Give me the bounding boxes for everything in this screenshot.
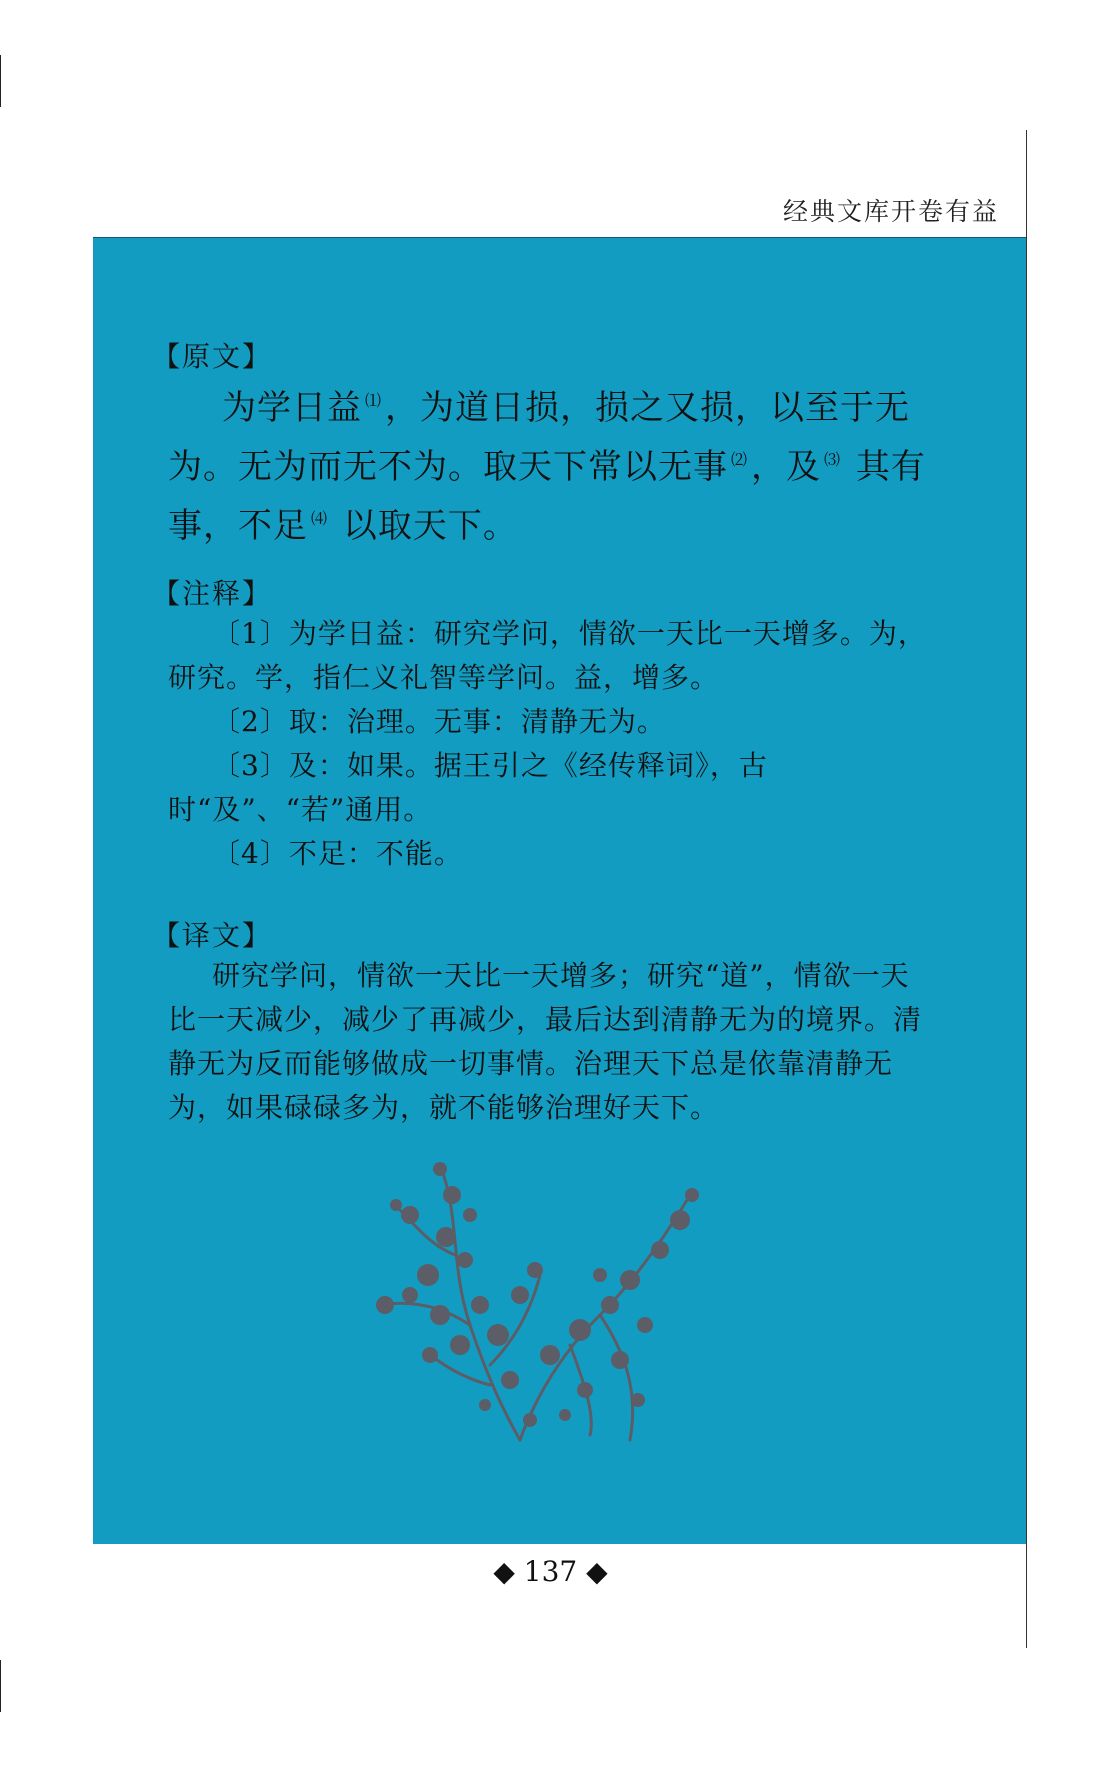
note-text: 〔3〕及：如果。据王引之《经传释词》，古时“及”、“若”通用。 <box>168 749 768 826</box>
note-text: 〔2〕取：治理。无事：清静无为。 <box>212 705 666 738</box>
crop-mark <box>0 55 1 107</box>
original-text-part: ，及 <box>751 447 822 487</box>
note-item <box>168 744 928 832</box>
original-text <box>168 375 928 552</box>
page-number: ◆ 137 ◆ <box>493 1555 608 1588</box>
footnote-marker: ⑶ <box>824 450 842 469</box>
note-item <box>168 700 928 744</box>
crop-mark <box>0 1660 1 1712</box>
footnote-marker: ⑵ <box>731 450 749 469</box>
margin-rule <box>1026 130 1027 1648</box>
note-text: 〔1〕为学日益：研究学问，情欲一天比一天增多。为，研究。学，指仁义礼智等学问。益，增多。 <box>168 617 927 694</box>
original-text-part: 以取天下。 <box>331 506 518 546</box>
running-header: 经典文库开卷有益 <box>782 197 999 226</box>
blossom-branch-illustration <box>370 1155 750 1455</box>
translation-body: 研究学问，情欲一天比一天增多；研究“道”，情欲一天比一天减少，减少了再减少，最后达到清静无为的境界。清静无为反而能够做成一切事情。治理天下总是依靠清静无为，如果碌碌多为，就不能够治理好天下。 <box>168 959 923 1124</box>
original-text-part: ，为道日损，损之又损，以至于无为。无为而无不为。取天下常以无事 <box>168 388 911 487</box>
section-heading-notes: 【注释】 <box>152 577 273 610</box>
note-item <box>168 832 928 876</box>
translation-text <box>168 954 928 1130</box>
section-heading-original: 【原文】 <box>152 340 273 373</box>
original-text-part: 为学日益 <box>222 388 362 428</box>
section-heading-translation: 【译文】 <box>152 919 273 952</box>
note-text: 〔4〕不足：不能。 <box>212 837 463 870</box>
original-text-part: 其有事，不足 <box>168 447 926 546</box>
note-item <box>168 612 928 700</box>
footnote-marker: ⑷ <box>311 509 329 528</box>
footnote-marker: ⑴ <box>365 391 383 410</box>
